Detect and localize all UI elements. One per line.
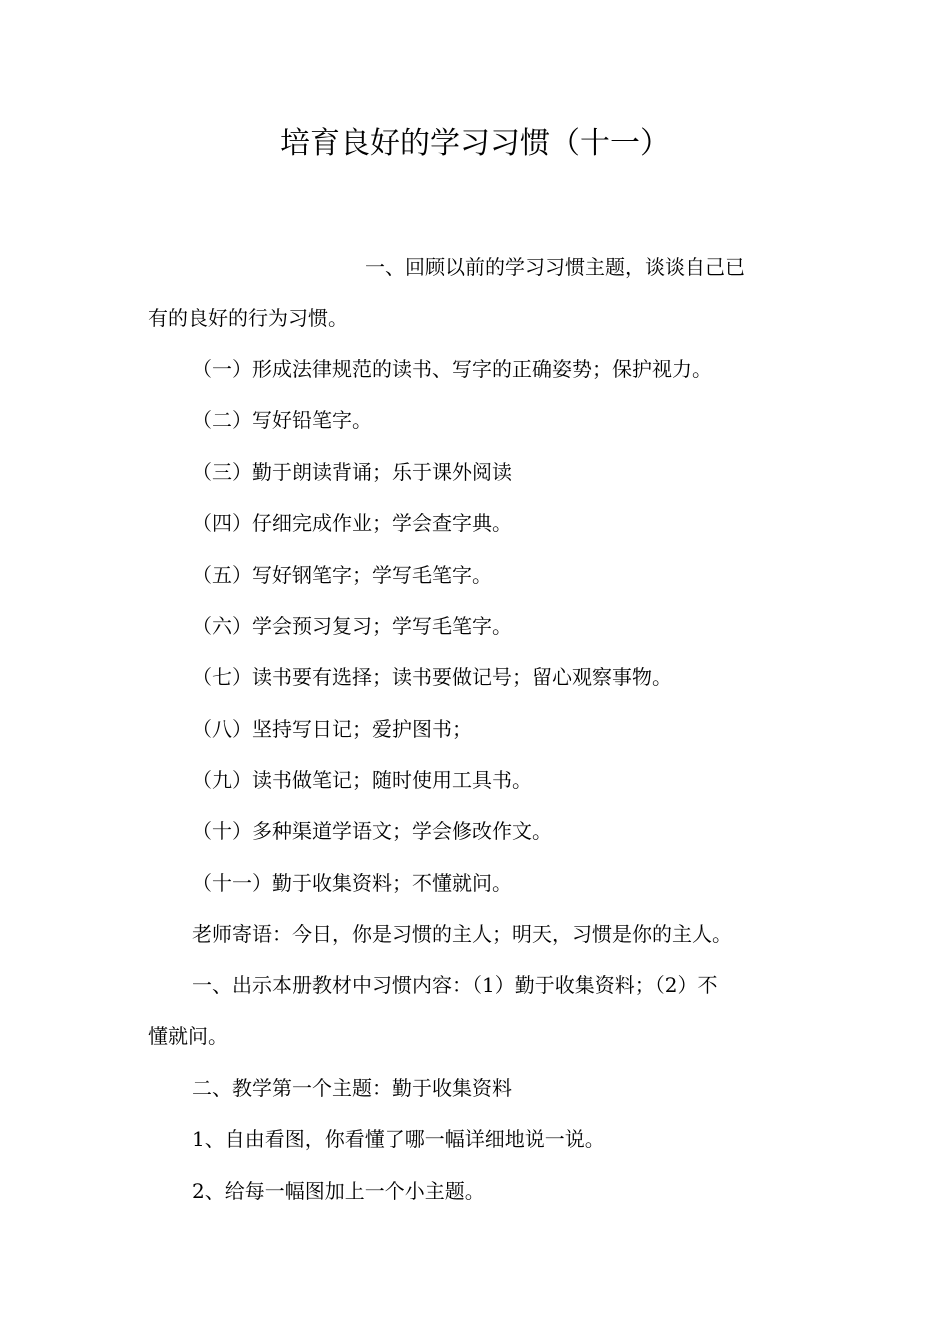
habit-item-11: （十一）勤于收集资料；不懂就问。 bbox=[192, 871, 512, 895]
paragraph-line-2: 有的良好的行为习惯。 bbox=[148, 306, 348, 330]
habit-item-3: （三）勤于朗读背诵；乐于课外阅读 bbox=[192, 460, 512, 484]
teacher-message: 老师寄语：今日，你是习惯的主人；明天，习惯是你的主人。 bbox=[192, 922, 732, 946]
habit-item-7: （七）读书要有选择；读书要做记号；留心观察事物。 bbox=[192, 665, 672, 689]
section-one-line-2: 懂就问。 bbox=[148, 1024, 228, 1048]
section-one-line-1: 一、出示本册教材中习惯内容：（1）勤于收集资料；（2）不 bbox=[192, 973, 718, 997]
document-title: 培育良好的学习习惯（十一） bbox=[280, 126, 670, 161]
step-1: 1、自由看图，你看懂了哪一幅详细地说一说。 bbox=[192, 1127, 605, 1151]
habit-item-2: （二）写好铅笔字。 bbox=[192, 408, 372, 432]
habit-item-4: （四）仔细完成作业；学会查字典。 bbox=[192, 511, 512, 535]
habit-item-5: （五）写好钢笔字；学写毛笔字。 bbox=[192, 563, 492, 587]
habit-item-8: （八）坚持写日记；爱护图书； bbox=[192, 717, 472, 741]
habit-item-1: （一）形成法律规范的读书、写字的正确姿势；保护视力。 bbox=[192, 357, 712, 381]
habit-item-6: （六）学会预习复习；学写毛笔字。 bbox=[192, 614, 512, 638]
paragraph-line-1: 一、回顾以前的学习习惯主题，谈谈自己已 bbox=[365, 255, 745, 279]
step-2: 2、给每一幅图加上一个小主题。 bbox=[192, 1179, 485, 1203]
section-two-heading: 二、教学第一个主题：勤于收集资料 bbox=[192, 1076, 512, 1100]
habit-item-9: （九）读书做笔记；随时使用工具书。 bbox=[192, 768, 532, 792]
habit-item-10: （十）多种渠道学语文；学会修改作文。 bbox=[192, 819, 552, 843]
